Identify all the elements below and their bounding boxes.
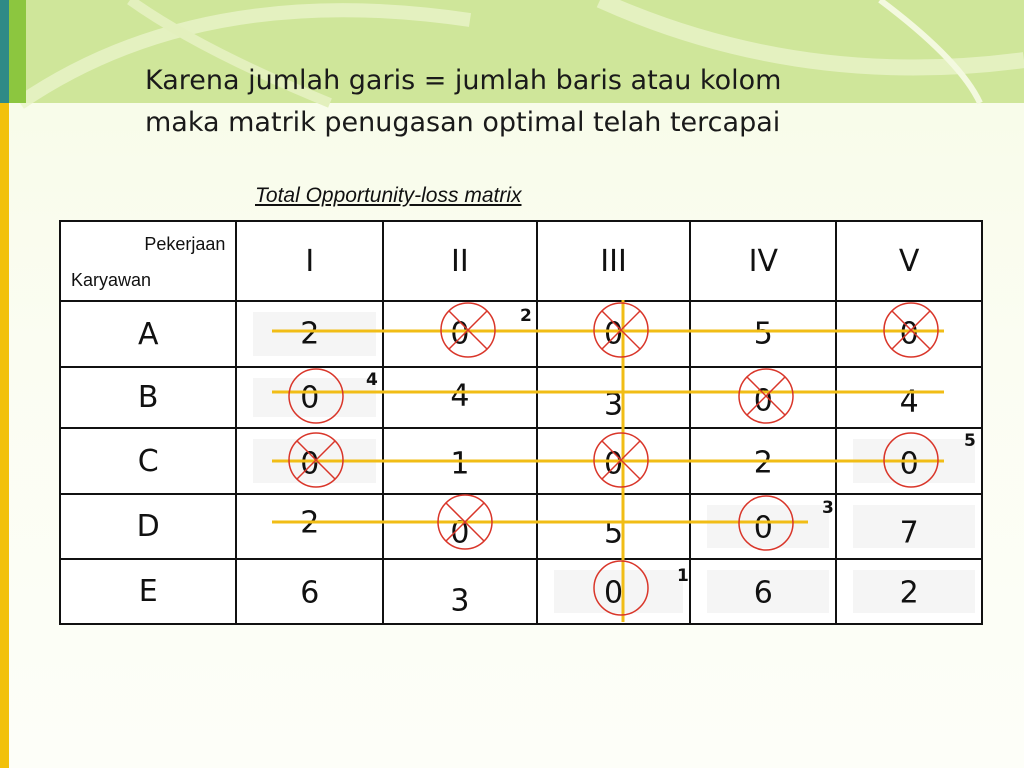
corner-label-pekerjaan: Pekerjaan xyxy=(144,234,226,254)
yellow-accent-bar xyxy=(0,103,9,768)
cell-value: 3 xyxy=(604,387,624,423)
line-number-row-c: 5 xyxy=(964,431,976,451)
column-header-2: II xyxy=(383,221,537,301)
cell-value: 0 xyxy=(899,316,919,352)
line-number-column-iii: 1 xyxy=(677,566,689,586)
cell-value: 4 xyxy=(450,378,470,414)
cell-value: 2 xyxy=(899,575,919,611)
cell-a-1 xyxy=(236,301,383,367)
cell-c-3 xyxy=(537,428,691,494)
green-accent-bar xyxy=(9,0,26,103)
cell-d-2 xyxy=(383,494,537,559)
cell-b-3 xyxy=(537,367,691,428)
cell-value: 2 xyxy=(300,505,320,541)
row-label-d: D xyxy=(60,494,236,559)
cell-b-1 xyxy=(236,367,383,428)
cell-b-2 xyxy=(383,367,537,428)
cell-b-5 xyxy=(836,367,982,428)
column-header-3: III xyxy=(537,221,691,301)
cell-value: 0 xyxy=(899,446,919,482)
cell-e-4 xyxy=(690,559,836,624)
matrix-row-c xyxy=(60,428,982,494)
matrix-corner-header xyxy=(60,221,236,301)
slide-title-line-2: maka matrik penugasan optimal telah tercapai xyxy=(145,107,781,138)
cell-a-5 xyxy=(836,301,982,367)
cell-value: 1 xyxy=(450,446,470,482)
cell-value: 2 xyxy=(753,445,773,481)
cell-value: 2 xyxy=(300,316,320,352)
cell-c-4 xyxy=(690,428,836,494)
cell-value: 5 xyxy=(753,316,773,352)
cell-value: 0 xyxy=(450,515,470,551)
cell-value: 0 xyxy=(604,446,624,482)
cell-value: 5 xyxy=(604,515,624,551)
row-label-b: B xyxy=(60,367,236,428)
cell-a-2 xyxy=(383,301,537,367)
matrix-row-d xyxy=(60,494,982,559)
cell-a-4 xyxy=(690,301,836,367)
matrix-row-b xyxy=(60,367,982,428)
corner-label-karyawan: Karyawan xyxy=(71,270,152,290)
slide-title-line-1: Karena jumlah garis = jumlah baris atau kolom xyxy=(145,65,782,96)
opportunity-loss-matrix xyxy=(59,220,983,625)
row-label-c: C xyxy=(60,428,236,494)
cell-c-1 xyxy=(236,428,383,494)
cell-value: 6 xyxy=(753,575,773,611)
cell-value: 0 xyxy=(450,316,470,352)
row-label-e: E xyxy=(60,559,236,624)
cell-d-3 xyxy=(537,494,691,559)
cell-value: 3 xyxy=(450,583,470,619)
cell-value: 0 xyxy=(300,446,320,482)
line-number-row-a: 2 xyxy=(520,306,532,326)
cell-e-5 xyxy=(836,559,982,624)
cell-d-1 xyxy=(236,494,383,559)
line-number-row-d: 3 xyxy=(822,498,834,518)
cell-c-2 xyxy=(383,428,537,494)
cell-value: 0 xyxy=(604,575,624,611)
matrix-header-row xyxy=(60,221,982,301)
matrix-row-e xyxy=(60,559,982,624)
line-number-row-b: 4 xyxy=(366,370,378,390)
cell-value: 7 xyxy=(899,515,919,551)
teal-accent-bar xyxy=(0,0,9,103)
cell-value: 0 xyxy=(604,316,624,352)
column-header-1: I xyxy=(236,221,383,301)
cell-value: 6 xyxy=(300,575,320,611)
cell-d-5 xyxy=(836,494,982,559)
column-header-4: IV xyxy=(690,221,836,301)
cell-e-3 xyxy=(537,559,691,624)
cell-value: 0 xyxy=(753,510,773,546)
cell-e-2 xyxy=(383,559,537,624)
cell-value: 4 xyxy=(899,384,919,420)
row-label-a: A xyxy=(60,301,236,367)
cell-b-4 xyxy=(690,367,836,428)
column-header-5: V xyxy=(836,221,982,301)
cell-value: 0 xyxy=(300,380,320,415)
cell-e-1 xyxy=(236,559,383,624)
cell-d-4 xyxy=(690,494,836,559)
matrix-subtitle: Total Opportunity-loss matrix xyxy=(255,184,522,207)
cell-a-3 xyxy=(537,301,691,367)
cell-c-5 xyxy=(836,428,982,494)
matrix-row-a xyxy=(60,301,982,367)
cell-value: 0 xyxy=(753,383,773,419)
